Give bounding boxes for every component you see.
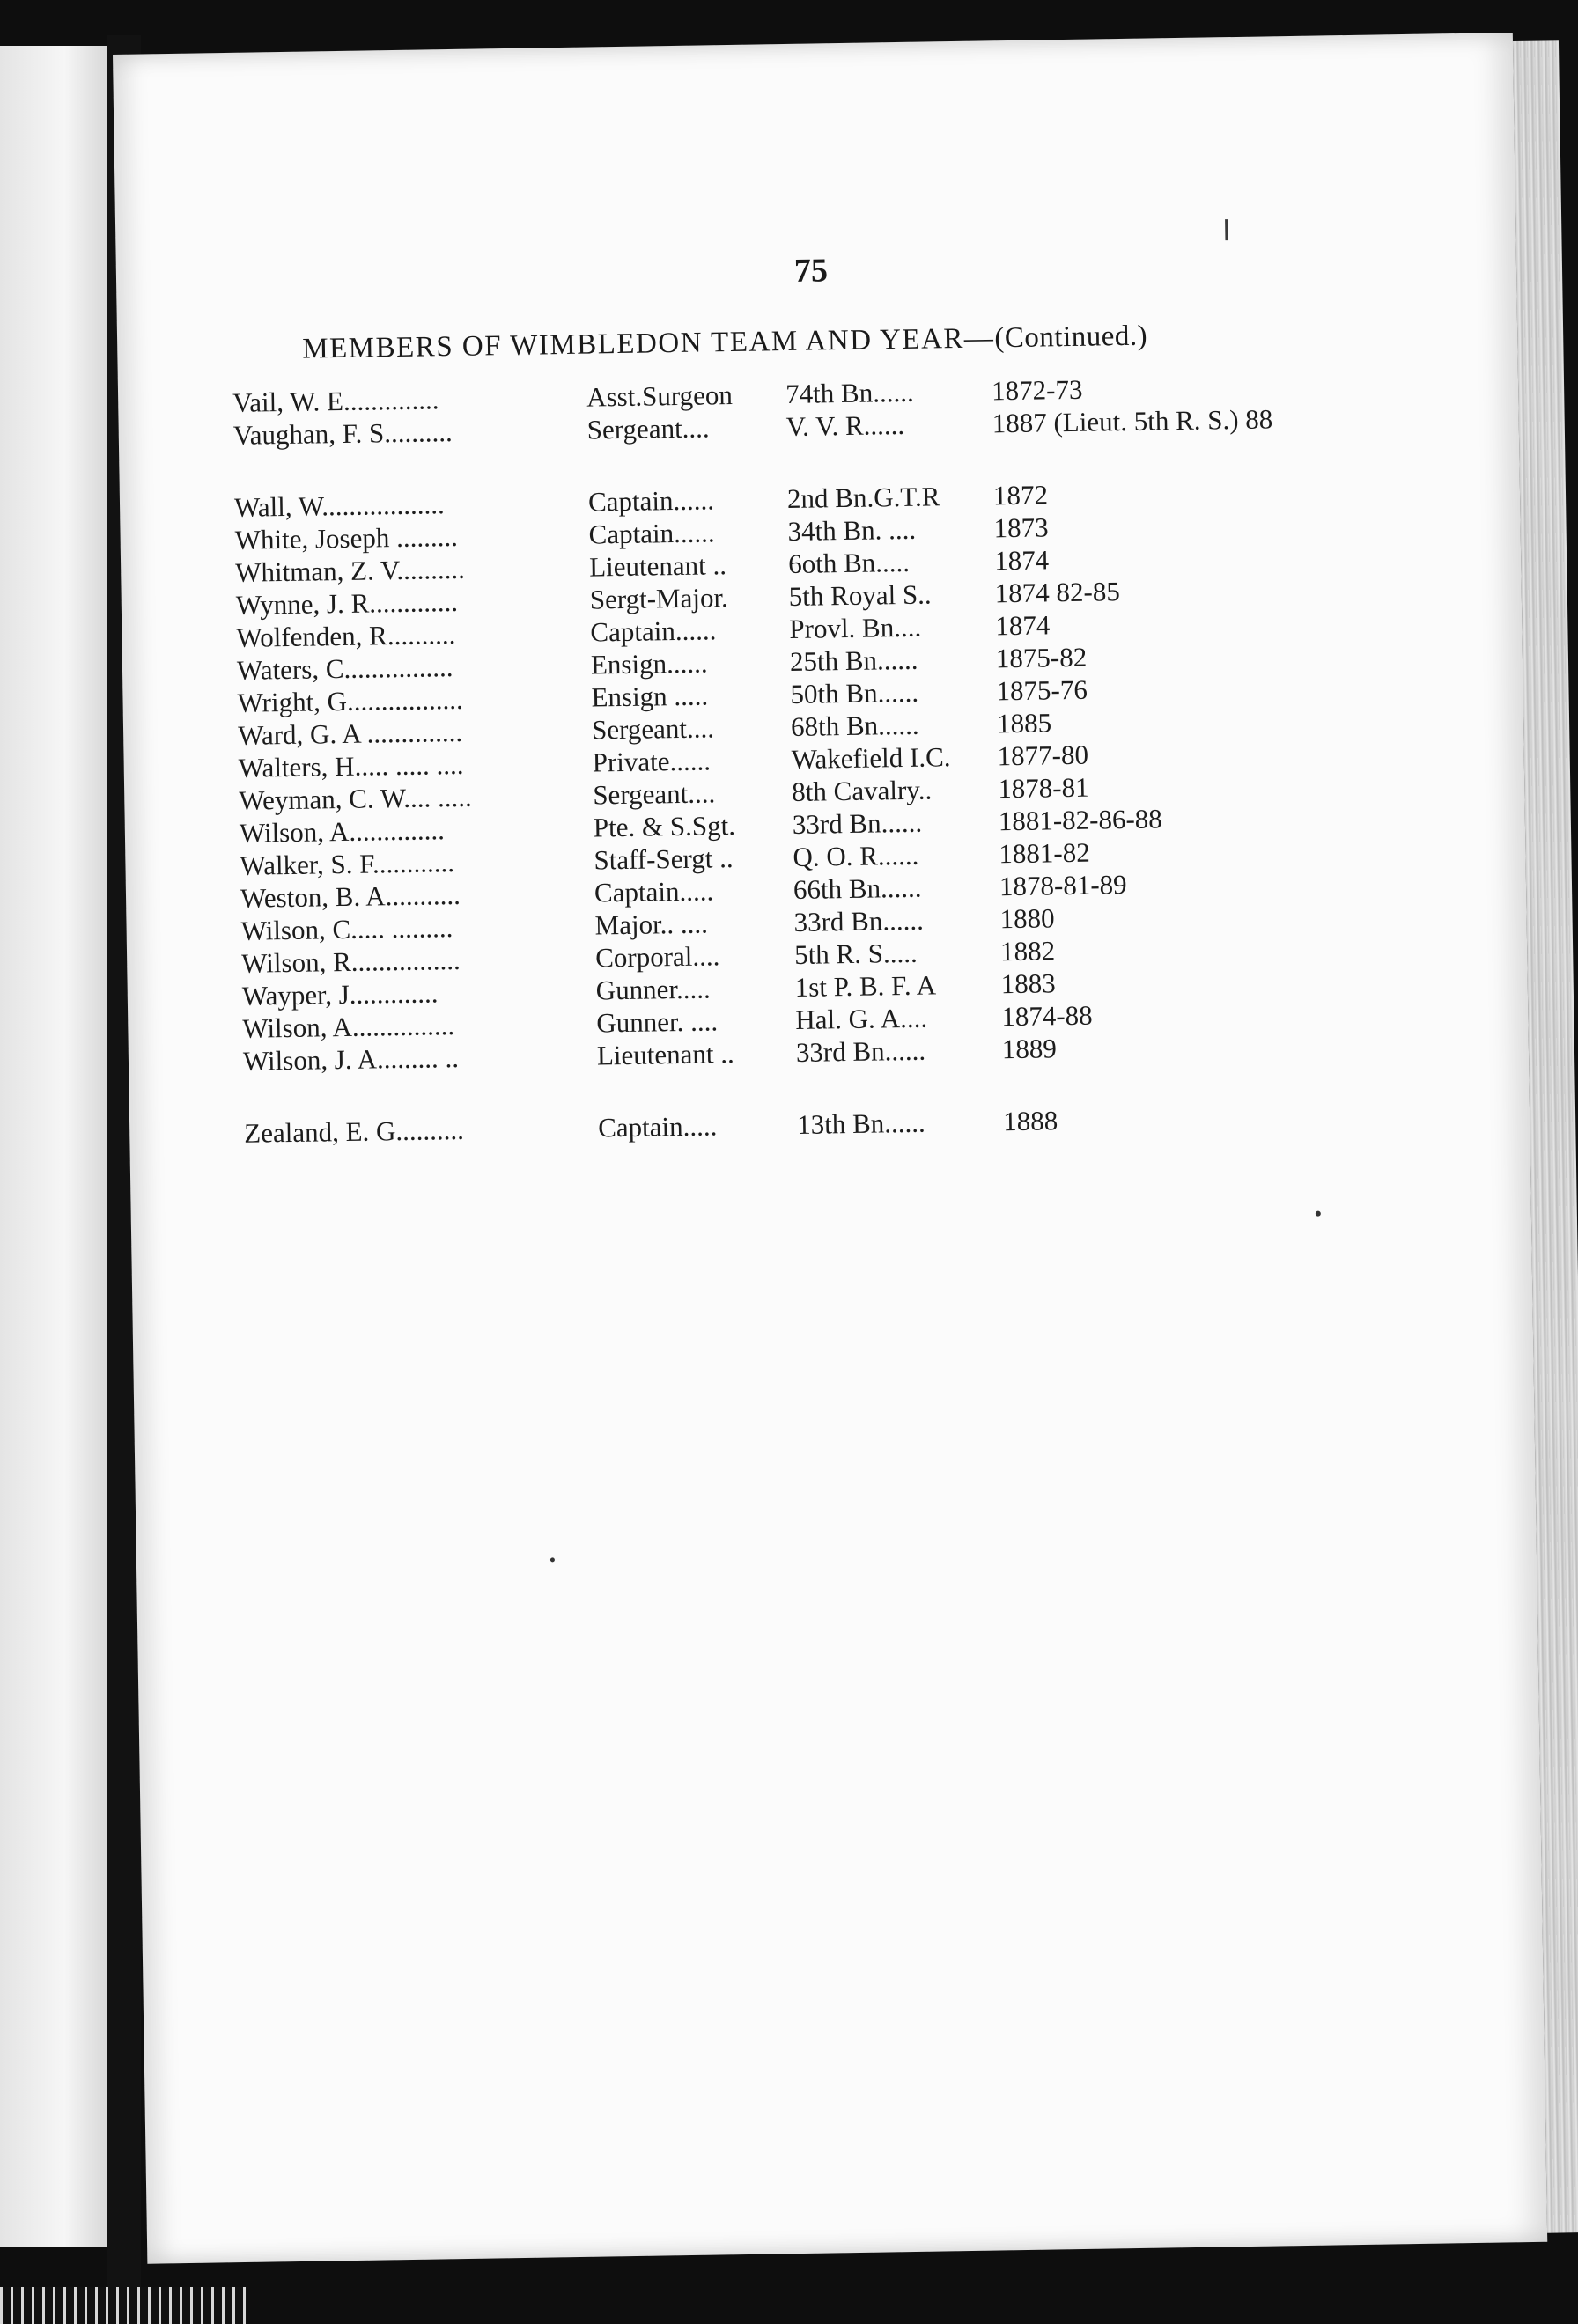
book-page [113,33,1547,2264]
entry-corps: 68th Bn...... [790,709,919,742]
entry-year: 1885 [996,707,1052,739]
roster-gap [243,1078,244,1118]
entry-name: Wilson, C..... ......... [240,912,453,946]
entry-year: 1873 [993,511,1049,544]
heading-continued: (Continued.) [994,320,1148,355]
entry-year: 1887 (Lieut. 5th R. S.) 88 [992,403,1273,439]
roster-row [232,373,1083,420]
entry-corps: 33rd Bn...... [793,904,925,938]
roster-row [241,967,1056,1013]
heading-title: MEMBERS OF WIMBLEDON TEAM AND YEAR— [302,322,995,365]
entry-year: 1872-73 [991,373,1083,407]
page-number: 75 [793,252,829,290]
ink-speck [1316,1211,1321,1217]
entry-rank: Sergeant.... [586,412,710,445]
roster-row [235,576,1121,622]
roster-row [234,511,1049,557]
entry-rank: Gunner. .... [596,1005,719,1039]
entry-rank: Captain...... [587,484,715,518]
page-mark [1225,219,1228,240]
entry-year: 1881-82-86-88 [998,803,1163,837]
entry-year: 1878-81 [997,771,1089,805]
entry-year: 1874 [995,609,1051,642]
entry-corps: 1st P. B. F. A [794,969,937,1003]
entry-name: Zealand, E. G.......... [243,1114,465,1149]
entry-corps: Wakefield I.C. [791,741,951,775]
entry-year: 1889 [1001,1033,1058,1065]
entry-name: Weyman, C. W.... ..... [239,781,473,816]
roster-row [236,641,1088,688]
entry-rank: Ensign...... [590,647,708,680]
roster-row [237,707,1052,753]
entry-year: 1878-81-89 [999,869,1127,902]
entry-year: 1874 [993,544,1050,577]
entry-year: 1875-82 [995,641,1088,674]
entry-rank: Captain...... [590,614,717,648]
roster-row [239,771,1089,818]
entry-corps: 13th Bn...... [796,1107,925,1140]
roster-row [233,479,1049,525]
entry-year: 1874-88 [1001,999,1093,1033]
roster-row [240,869,1127,916]
entry-name: Vail, W. E.............. [232,384,439,418]
roster-row [240,902,1055,948]
entry-year: 1872 [992,479,1049,511]
entry-year: 1881-82 [999,836,1090,870]
entry-rank: Gunner..... [595,973,712,1006]
entry-rank: Sergeant.... [593,777,716,811]
ink-speck [550,1557,555,1562]
entry-corps: 66th Bn...... [793,872,922,905]
roster-row [236,609,1051,655]
entry-corps: 6oth Bn..... [787,546,911,580]
entry-rank: Pte. & S.Sgt. [593,810,736,843]
entry-name: Waters, C................ [236,651,453,686]
roster-row [242,1033,1058,1078]
entry-rank: Corporal.... [594,940,720,974]
entry-rank: Sergeant.... [591,712,715,746]
page-heading [302,320,1147,366]
member-roster [232,373,1273,1151]
roster-row [232,403,1273,452]
facing-page [0,46,107,2247]
roster-row [234,544,1050,590]
entry-corps: 5th Royal S.. [788,578,932,613]
entry-name: Ward, G. A .............. [237,716,463,751]
roster-row [240,935,1056,981]
entry-year: 1875-76 [996,673,1088,707]
entry-year: 1883 [1000,967,1056,1000]
entry-year: 1888 [1002,1105,1058,1137]
entry-corps: 34th Bn. .... [787,513,917,548]
entry-rank: Sergt-Major. [589,582,729,615]
entry-rank: Captain..... [597,1110,718,1144]
roster-row [242,999,1093,1046]
entry-name: Wilson, R................ [240,944,461,979]
entry-name: Wolfenden, R.......... [236,618,456,653]
roster-row [237,673,1088,720]
entry-corps: 25th Bn...... [789,644,918,678]
roster-row [243,1105,1058,1151]
entry-name: White, Joseph ......... [234,520,459,555]
entry-name: Weston, B. A........... [240,879,461,914]
entry-rank: Major.. .... [594,908,709,941]
entry-year: 1880 [999,902,1055,935]
entry-corps: Provl. Bn.... [789,611,922,645]
entry-year: 1877-80 [997,739,1089,772]
scan-ruler [0,2287,247,2324]
entry-name: Wilson, A.............. [239,814,446,849]
entry-name: Wilson, A............... [242,1010,455,1044]
entry-year: 1882 [999,935,1056,967]
entry-name: Walker, S. F............ [240,847,455,881]
roster-gap [233,452,234,492]
entry-corps: Hal. G. A.... [795,1002,928,1035]
entry-name: Whitman, Z. V.......... [234,553,466,588]
entry-rank: Ensign ..... [591,680,709,713]
entry-rank: Asst.Surgeon [586,379,734,413]
entry-rank: Lieutenant .. [596,1038,734,1071]
roster-row [238,739,1089,785]
entry-corps: 33rd Bn...... [792,806,923,840]
entry-rank: Staff-Sergt .. [594,842,734,876]
entry-corps: 50th Bn...... [790,676,919,710]
entry-corps: 2nd Bn.G.T.R [786,481,940,515]
entry-name: Wayper, J............. [241,977,439,1011]
entry-corps: 5th R. S..... [793,937,918,970]
entry-name: Walters, H..... ..... .... [238,748,464,783]
entry-corps: V. V. R...... [785,408,905,443]
entry-name: Wright, G................. [237,683,464,718]
entry-name: Vaughan, F. S.......... [232,416,453,451]
entry-name: Wall, W.................. [233,489,445,523]
page-edge [1513,40,1578,2233]
entry-name: Wynne, J. R............. [235,585,459,621]
entry-rank: Lieutenant .. [588,549,727,583]
entry-corps: 33rd Bn...... [795,1034,926,1068]
entry-rank: Captain...... [588,517,715,550]
entry-corps: 8th Cavalry.. [791,774,933,807]
entry-rank: Private...... [592,745,712,778]
entry-rank: Captain..... [594,875,714,908]
entry-corps: Q. O. R...... [793,839,919,872]
entry-name: Wilson, J. A......... .. [242,1041,460,1077]
entry-corps: 74th Bn...... [785,376,914,410]
entry-year: 1874 82-85 [994,576,1121,609]
